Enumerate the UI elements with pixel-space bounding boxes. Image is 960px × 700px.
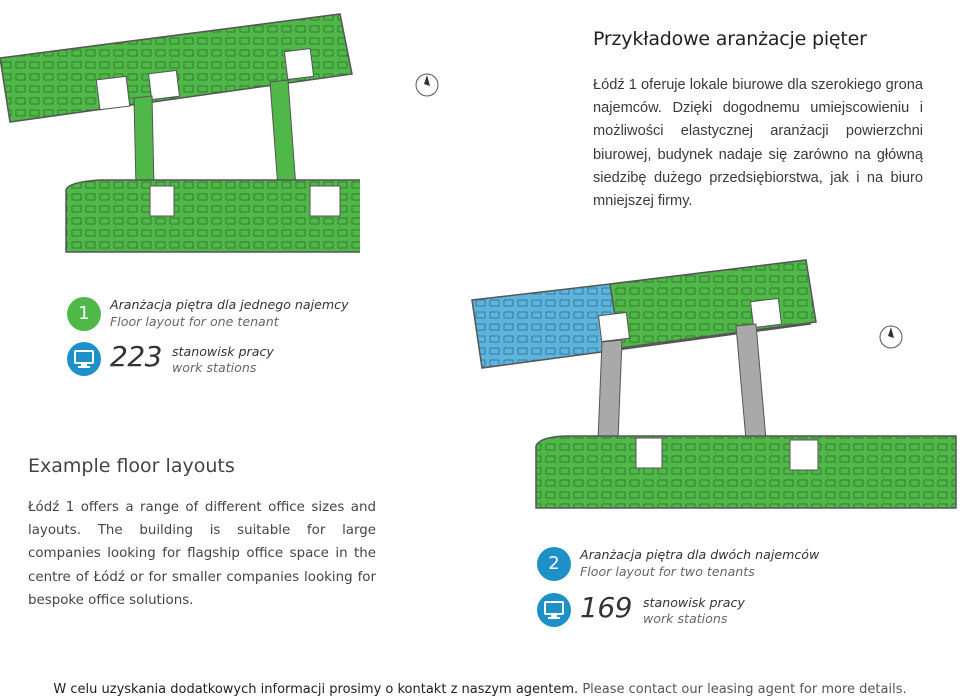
layout-one-stations-count: 223 (110, 340, 162, 373)
layout-one-label-pl: Aranżacja piętra dla jednego najemcy (110, 297, 349, 312)
floor-plan-two-tenants (460, 250, 960, 515)
layout-two-label-en: Floor layout for two tenants (580, 564, 755, 579)
layout-two-stations-pl: stanowisk pracy (643, 595, 745, 610)
layout-two-label-pl: Aranżacja piętra dla dwóch najemców (580, 547, 820, 562)
layout-one-stations-pl: stanowisk pracy (172, 344, 274, 359)
intro-paragraph-en: Łódź 1 offers a range of different office sizes and layouts. The building is suitable for large companies looking for flagship office space in the centre of Łódź or for smaller companies looking for bespoke office solutions. (28, 500, 376, 608)
footer-text-en: Please contact our leasing agent for more details. (582, 682, 907, 697)
layout-two-stations-count: 169 (580, 591, 632, 624)
monitor-icon (67, 342, 101, 376)
intro-paragraph-pl: Łódź 1 oferuje lokale biurowe dla szerokiego grona najemców. Dzięki dogodnemu umiejscowieniu i możliwości elastycznej aranżacji powierzchni biurowej, budynek nadaje się zarówno na główną siedzibę dużego przedsiębiorstwa, jak i na biuro mniejszej firmy. (593, 77, 923, 210)
page-title-pl: Przykładowe aranżacje pięter (593, 28, 867, 50)
compass-icon (878, 324, 904, 350)
floor-plan-one-tenant (0, 0, 360, 260)
layout-two-badge: 2 (537, 547, 571, 581)
compass-icon (414, 72, 440, 98)
layout-one-stations-en: work stations (172, 360, 257, 375)
page-title-en: Example floor layouts (28, 455, 235, 477)
monitor-icon (537, 593, 571, 627)
layout-two-stations-en: work stations (643, 611, 728, 626)
layout-one-badge: 1 (67, 297, 101, 331)
layout-one-label-en: Floor layout for one tenant (110, 314, 279, 329)
footer-text-pl: W celu uzyskania dodatkowych informacji prosimy o kontakt z naszym agentem. (53, 682, 579, 697)
footer-contact (0, 682, 960, 697)
